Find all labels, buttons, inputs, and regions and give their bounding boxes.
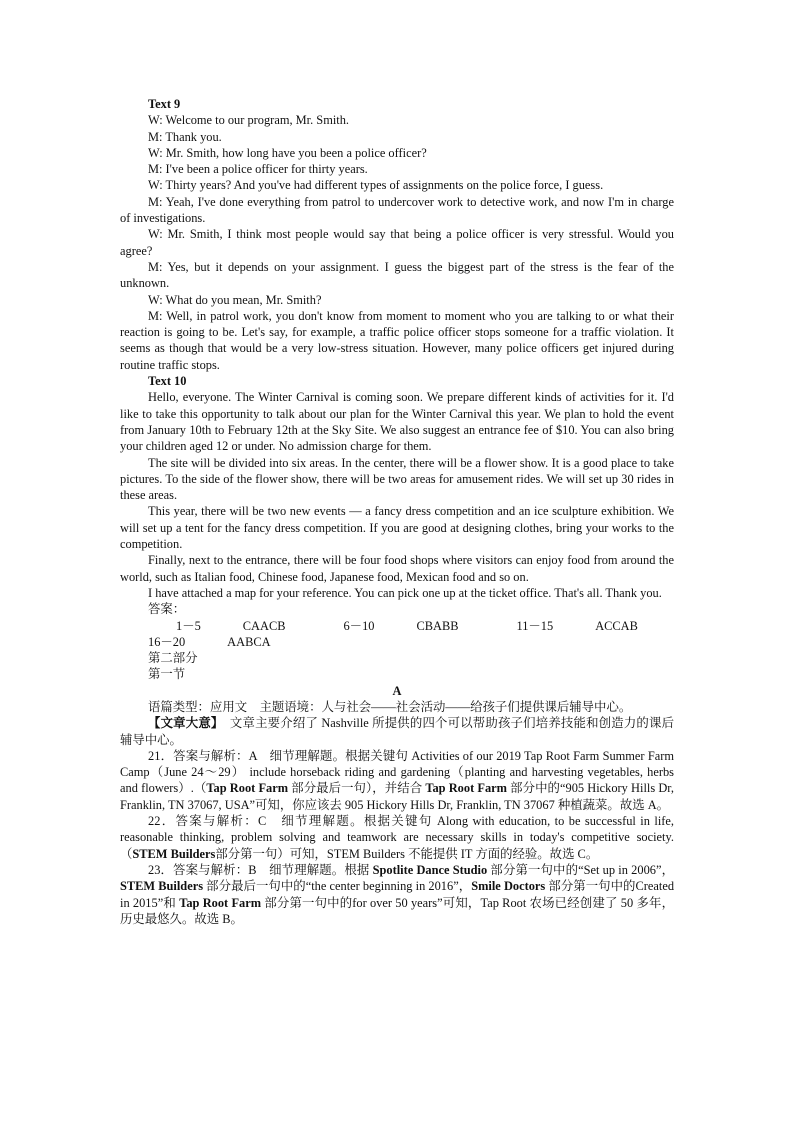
bold-run: Smile Doctors — [471, 879, 546, 894]
text10-paragraph: Finally, next to the entrance, there will be four food shops where visitors can enjoy food from around the world, such as Italian food, Chinese food, Japanese food, Mexican food and so on. — [120, 553, 674, 584]
text10-paragraph: I have attached a map for your reference. You can pick one up at the ticket office. That's all. Thank you. — [148, 585, 662, 600]
text-run: 23．答案与解析：B 细节理解题。根据 — [148, 862, 373, 877]
answer-key-row — [120, 618, 674, 651]
answer-range: 16－20 — [148, 634, 186, 649]
dialogue-line: W: What do you mean, Mr. Smith? — [148, 292, 322, 307]
genre-label: 语篇类型： — [148, 699, 210, 714]
theme-label: 主题语境： — [259, 699, 322, 714]
text-run: 部分第一句中的for over 50 years”可知，Tap Root 农场已经创建了 50 多年，历史最悠久。故选 B。 — [120, 895, 674, 926]
dialogue-line: W: Thirty years? And you've had different types of assignments on the police force, I guess. — [148, 178, 604, 193]
question-23-explanation — [120, 862, 674, 927]
text-run: 部分中的“905 Hickory Hills Dr, Franklin, TN 37067, USA”可知，你应该去 905 Hickory Hills Dr, Franklin, TN 37067 种植蔬菜。故选 A。 — [120, 781, 674, 812]
text10-title: Text 10 — [148, 374, 187, 389]
question-22-explanation — [120, 813, 674, 862]
dialogue-line: M: Thank you. — [148, 129, 222, 144]
text-run: 部分第一句中的Created in 2015”和 — [120, 879, 675, 910]
text-run: 部分最后一句），并结合 — [288, 781, 426, 796]
summary-label: 【文章大意】 — [148, 716, 218, 731]
text10-paragraph: Hello, everyone. The Winter Carnival is coming soon. We prepare different kinds of activities for it. I'd like to take this opportunity to talk about our plan for the Winter Carnival this year. We plan to hold the event from January 10th to February 12th at the Sky Site. We also suggest an entrance fee of $10. You can also bring your children aged 12 or under. No admission charge for them. — [120, 390, 674, 454]
answer-range: 11－15 — [516, 618, 554, 633]
bold-run: STEM Builders — [132, 846, 216, 861]
answer-range: 6－10 — [343, 618, 375, 633]
bold-run: Tap Root Farm — [425, 781, 507, 796]
genre-theme-line — [120, 699, 674, 715]
answer-keys: CAACB — [242, 618, 286, 633]
answer-range: 1－5 — [176, 618, 201, 633]
section-title: 第一节 — [148, 667, 186, 682]
summary-text: 文章主要介绍了 Nashville 所提供的四个可以帮助孩子们培养技能和创造力的课后辅导中心。 — [120, 716, 674, 747]
bold-run: Tap Root Farm — [206, 781, 289, 796]
theme-value: 人与社会——社会活动——给孩子们提供课后辅导中心。 — [321, 699, 632, 714]
text-run: 部分第一句）可知，STEM Builders 不能提供 IT 方面的经验。故选 C。 — [215, 846, 599, 861]
answer-keys: ACCAB — [595, 618, 638, 633]
dialogue-line: W: Mr. Smith, how long have you been a police officer? — [148, 145, 427, 160]
text-run: 部分最后一句中的“the center beginning in 2016”， — [203, 879, 472, 894]
text-run: 部分第一句中的“Set up in 2006”， — [487, 862, 674, 877]
answers-label: 答案： — [148, 602, 186, 617]
document-page — [120, 96, 674, 927]
dialogue-line: M: Yeah, I've done everything from patrol to undercover work to detective work, and now I'm in charge of investigations. — [120, 194, 674, 226]
bold-run: Spotlite Dance Studio — [372, 862, 488, 877]
genre-value: 应用文 — [209, 699, 248, 714]
answer-keys: CBABB — [416, 618, 459, 633]
bold-run: Tap Root Farm — [179, 895, 262, 910]
text9-title: Text 9 — [148, 97, 181, 111]
text10-paragraph: This year, there will be two new events — a fancy dress competition and an ice sculpture exhibition. We will set up a tent for the fancy dress competition. If you are good at designing clothes, bring your works to the competition. — [120, 504, 674, 552]
part-title: 第二部分 — [148, 651, 198, 666]
question-21-explanation — [120, 748, 674, 813]
text-run: 21．答案与解析：A 细节理解题。根据关键句 Activities of our 2019 Tap Root Farm Summer Farm Camp（June 24～29） include horseback riding and gardening（planting and harvesting vegetables, herbs and flowers）.（ — [120, 748, 674, 796]
summary-paragraph — [120, 715, 674, 748]
bold-run: STEM Builders — [120, 879, 204, 894]
text10-paragraph: The site will be divided into six areas. In the center, there will be a flower show. It is a good place to take pictures. To the side of the flower show, there will be two areas for amusement rides. We will set up 30 rides in these areas. — [120, 455, 674, 503]
dialogue-line: M: Well, in patrol work, you don't know from moment to moment who you are talking to or what their reaction is going to be. Let's say, for example, a traffic police officer stops someone for a traffic violation. It seems as though that would be a very low-stress situation. However, many police officers get injured during routine traffic stops. — [120, 308, 674, 372]
text-run: 22．答案与解析：C 细节理解题。根据关键句 Along with education, to be successful in life, reasonable thinking, problem solving and teamwork are necessary skills in today's competitive society. （ — [120, 814, 674, 861]
answer-keys: AABCA — [227, 634, 271, 649]
dialogue-line: M: I've been a police officer for thirty years. — [148, 162, 368, 177]
dialogue-line: M: Yes, but it depends on your assignment. I guess the biggest part of the stress is the fear of the unknown. — [120, 259, 674, 291]
dialogue-line: W: Welcome to our program, Mr. Smith. — [148, 113, 350, 128]
passage-letter: A — [392, 683, 402, 698]
dialogue-line: W: Mr. Smith, I think most people would say that being a police officer is very stressful. Would you agree? — [120, 227, 674, 258]
